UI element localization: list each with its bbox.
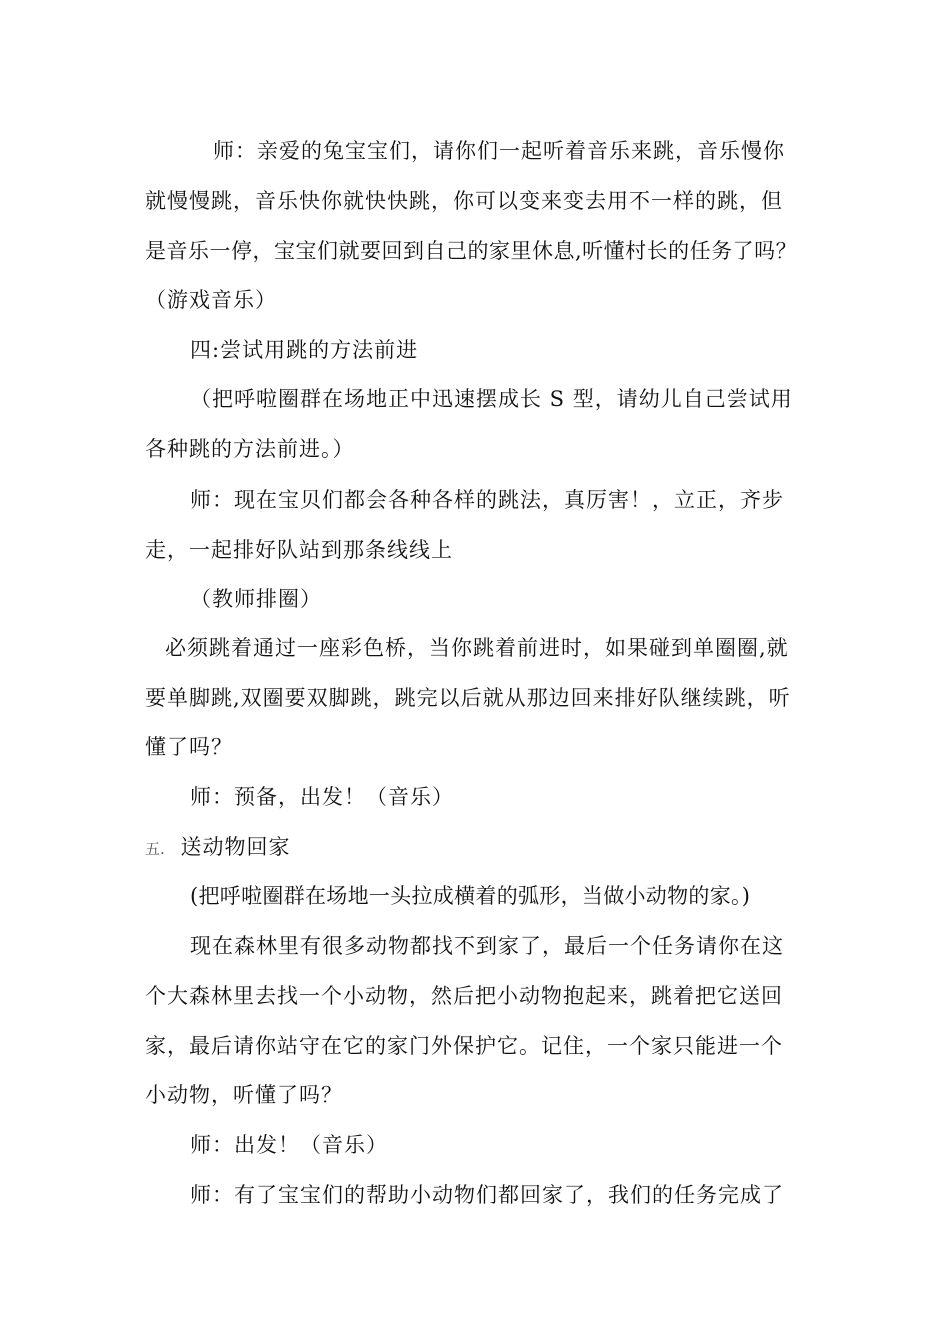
section-heading <box>145 833 290 863</box>
text-line: （教师排圈） <box>190 587 322 611</box>
heading-text: 送动物回家 <box>180 835 291 859</box>
text-line: 懂了吗？ <box>145 735 233 759</box>
text-line: 小动物，听懂了吗？ <box>145 1083 343 1107</box>
text-line: 师：现在宝贝们都会各种各样的跳法，真厉害！，立正，齐步 <box>190 488 784 512</box>
text-line: （把呼啦圈群在场地正中迅速摆成长 S 型，请幼儿自己尝试用 <box>190 387 793 411</box>
section-heading: 四:尝试用跳的方法前进 <box>190 338 419 362</box>
text-line: 师：亲爱的兔宝宝们，请你们一起听着音乐来跳，音乐慢你 <box>213 139 785 163</box>
text-line: （游戏音乐） <box>145 288 277 312</box>
text-line: 师：预备，出发！（音乐） <box>190 785 454 809</box>
text-line: 师：有了宝宝们的帮助小动物们都回家了，我们的任务完成了 <box>190 1183 784 1207</box>
text-line: 走，一起排好队站到那条线线上 <box>145 538 453 562</box>
text-line: 各种跳的方法前进。） <box>145 437 355 461</box>
heading-number: 五. <box>145 840 165 858</box>
text-line: 是音乐一停，宝宝们就要回到自己的家里休息,听懂村长的任务了吗？ <box>145 239 798 263</box>
text-line: 家，最后请你站守在它的家门外保护它。记住，一个家只能进一个 <box>145 1034 783 1058</box>
text-line: 现在森林里有很多动物都找不到家了，最后一个任务请你在这 <box>190 934 784 958</box>
text-line: 个大森林里去找一个小动物，然后把小动物抱起来，跳着把它送回 <box>145 984 783 1008</box>
text-line: 师：出发！（音乐） <box>190 1133 388 1157</box>
text-line: (把呼啦圈群在场地一头拉成横着的弧形，当做小动物的家。) <box>190 884 751 908</box>
text-line: 要单脚跳,双圈要双脚跳，跳完以后就从那边回来排好队继续跳，听 <box>145 686 791 710</box>
text-line: 必须跳着通过一座彩色桥，当你跳着前进时，如果碰到单圈圈,就 <box>165 636 789 660</box>
text-line: 就慢慢跳，音乐快你就快快跳，你可以变来变去用不一样的跳，但 <box>145 189 783 213</box>
